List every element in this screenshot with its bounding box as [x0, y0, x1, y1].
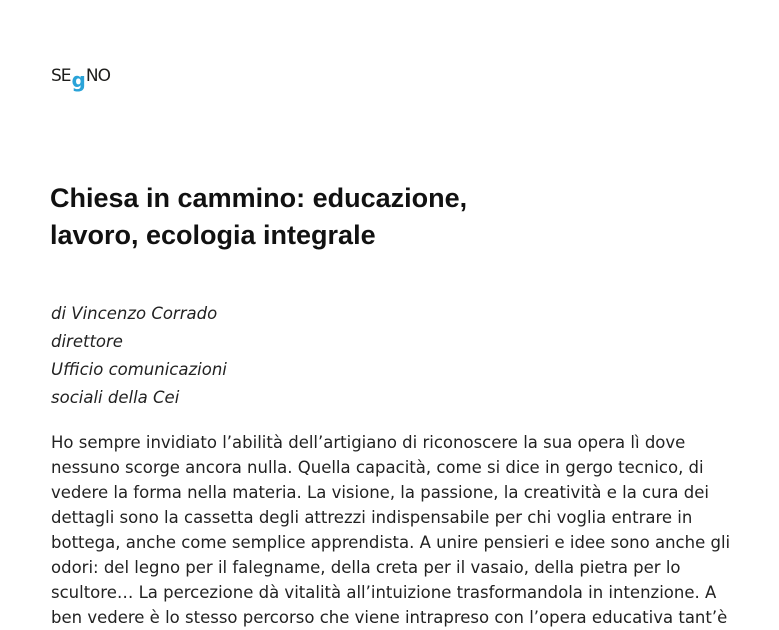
segno-logo — [51, 66, 110, 96]
article-title — [50, 180, 750, 254]
body-line: Ho sempre invidiato l’abilità dell’artigiano di riconoscere la sua opera lì dove — [51, 433, 686, 452]
byline-office-line-1: Ufficio comunicazioni — [51, 360, 227, 379]
body-line: ben vedere è lo stesso percorso che viene intrapreso con l’opera educativa tant’è — [51, 608, 728, 627]
article-title-line-1: Chiesa in cammino: educazione, — [50, 183, 468, 213]
article-title-line-2: lavoro, ecologia integrale — [50, 220, 376, 250]
byline-role: direttore — [51, 332, 123, 351]
body-line: odori: del legno per il falegname, della creta per il vasaio, della pietra per lo — [51, 558, 681, 577]
body-line: nessuno scorge ancora nulla. Quella capacità, come si dice in gergo tecnico, di — [51, 458, 704, 477]
logo-text-no: NO — [85, 66, 110, 86]
body-line: vedere la forma nella materia. La visione, la passione, la creatività e la cura dei — [51, 483, 709, 502]
body-line: dettagli sono la cassetta degli attrezzi indispensabile per chi voglia entrare in — [51, 508, 693, 527]
body-line: bottega, anche come semplice apprendista. A unire pensieri e idee sono anche gli — [51, 533, 731, 552]
byline-author: di Vincenzo Corrado — [51, 304, 218, 323]
article-body — [51, 430, 751, 630]
byline-office-line-2: sociali della Cei — [51, 388, 180, 407]
logo-text-g: g — [71, 68, 85, 92]
article-byline — [51, 300, 227, 412]
logo-text-se: SE — [51, 66, 71, 86]
body-line: scultore… La percezione dà vitalità all’intuizione trasformandola in intenzione. A — [51, 583, 717, 602]
